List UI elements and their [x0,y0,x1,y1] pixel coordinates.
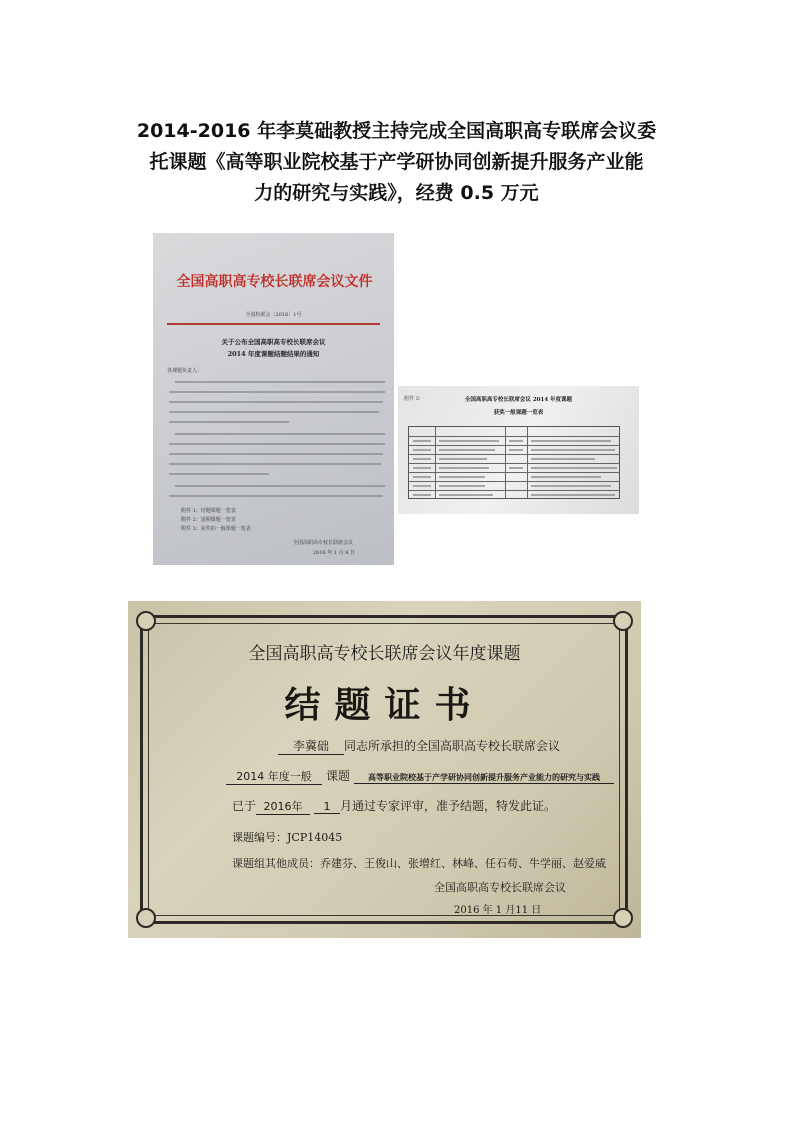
pass-year: 2016年 [256,798,310,815]
table-cell [413,467,431,469]
project-level: 2014 年度一般 [226,768,322,785]
table-cell [413,440,431,442]
border-corner-ornament [613,611,633,631]
notice-body-line [169,453,383,455]
notice-date: 2016 年 1 月 8 日 [313,550,356,556]
table-cell [531,458,595,460]
notice-red-rule [167,323,380,325]
table-cell [439,458,487,460]
line-3-suffix: 月通过专家评审，准予结题，特发此证。 [340,799,557,813]
line-3-prefix: 已于 [232,799,257,813]
certificate-line-1 [278,737,560,755]
table-title: 全国高职高专校长联席会议 2014 年度课题 [464,397,573,403]
border-corner-ornament [136,908,156,928]
notice-salutation: 各课题负责人： [167,368,203,374]
table-row-divider [409,481,619,482]
heading-line-3: 力的研究与实践》，经费 0.5 万元 [254,182,539,204]
notice-document-photo [153,233,394,565]
notice-body-line [169,421,289,423]
table-subtitle: 获奖一般课题一览表 [493,410,544,416]
notice-subtitle-1: 关于公布全国高职高专校长联席会议 [221,338,326,346]
table-row-divider [409,454,619,455]
notice-body-line [175,381,385,383]
heading-line-1: 2014-2016 年李莫础教授主持完成全国高职高专联席会议委 [136,120,657,142]
table-cell [439,440,499,442]
notice-body-line [169,463,381,465]
heading-line-2: 托课题《高等职业院校基于产学研协同创新提升服务产业能 [149,151,644,173]
table-cell [413,494,431,496]
certificate-photo [128,601,641,938]
notice-issuer: 全国高职高专校长联席会议 [293,540,354,546]
notice-body-line [169,391,385,393]
notice-body-line [169,495,383,497]
table-cell [509,467,523,469]
certificate-header: 全国高职高专校长联席会议年度课题 [248,644,521,664]
table-cell [439,494,493,496]
table-cell [439,449,495,451]
table-row-divider [409,445,619,446]
table-cell [439,485,485,487]
table-cell [531,467,617,469]
document-heading [60,116,733,209]
notice-body-line [169,411,379,413]
notice-title: 全国高职高专校长联席会议文件 [176,274,373,290]
table-cell [413,476,431,478]
table-cell [439,476,485,478]
award-table-photo [398,386,639,514]
notice-body-line [169,401,383,403]
notice-attachment-3: 附件 3：获奖的一般课题一览表 [181,526,251,532]
table-attachment-label: 附件 3： [404,396,424,402]
table-cell [413,449,431,451]
table-cell [531,440,611,442]
notice-body-line [169,443,385,445]
line-1-suffix: 同志所承担的全国高职高专校长联席会议 [344,739,561,753]
certificate-line-3 [232,797,556,815]
border-corner-ornament [136,611,156,631]
notice-ref-no: 全国校联会〔2016〕1号 [245,312,302,318]
notice-body-line [169,473,269,475]
table-cell [531,449,615,451]
table-cell [509,449,523,451]
project-number: 课题编号：JCP14045 [232,831,343,844]
certificate-date: 2016 年 1 月11 日 [454,905,542,916]
award-table [408,426,620,499]
notice-attachment-1: 附件 1：结题课题一览表 [181,508,236,514]
notice-subtitle-2: 2014 年度课题结题结果的通知 [227,350,320,358]
notice-body-line [175,485,385,487]
table-row-divider [409,436,619,437]
notice-attachment-2: 附件 2：延期课题一览表 [181,517,236,523]
notice-body-line [175,433,385,435]
project-members: 课题组其他成员：乔建芬、王俊山、张增红、林峰、任石苟、牛学丽、赵爱威 [232,857,606,870]
table-row-divider [409,490,619,491]
recipient-name: 李冀础 [278,737,344,755]
table-cell [509,440,523,442]
table-row-divider [409,463,619,464]
border-corner-ornament [613,908,633,928]
table-cell [531,485,611,487]
pass-month: 1 [314,800,340,814]
certificate-title: 结题证书 [284,684,485,726]
table-cell [439,467,489,469]
table-row-divider [409,472,619,473]
table-cell [413,458,431,460]
table-cell [531,476,601,478]
table-cell [531,494,615,496]
table-cell [413,485,431,487]
level-suffix: 课题 [326,769,351,783]
certificate-line-2 [226,767,614,785]
certificate-issuer: 全国高职高专校长联席会议 [434,881,566,894]
project-name: 高等职业院校基于产学研协同创新提升服务产业能力的研究与实践 [354,772,614,784]
